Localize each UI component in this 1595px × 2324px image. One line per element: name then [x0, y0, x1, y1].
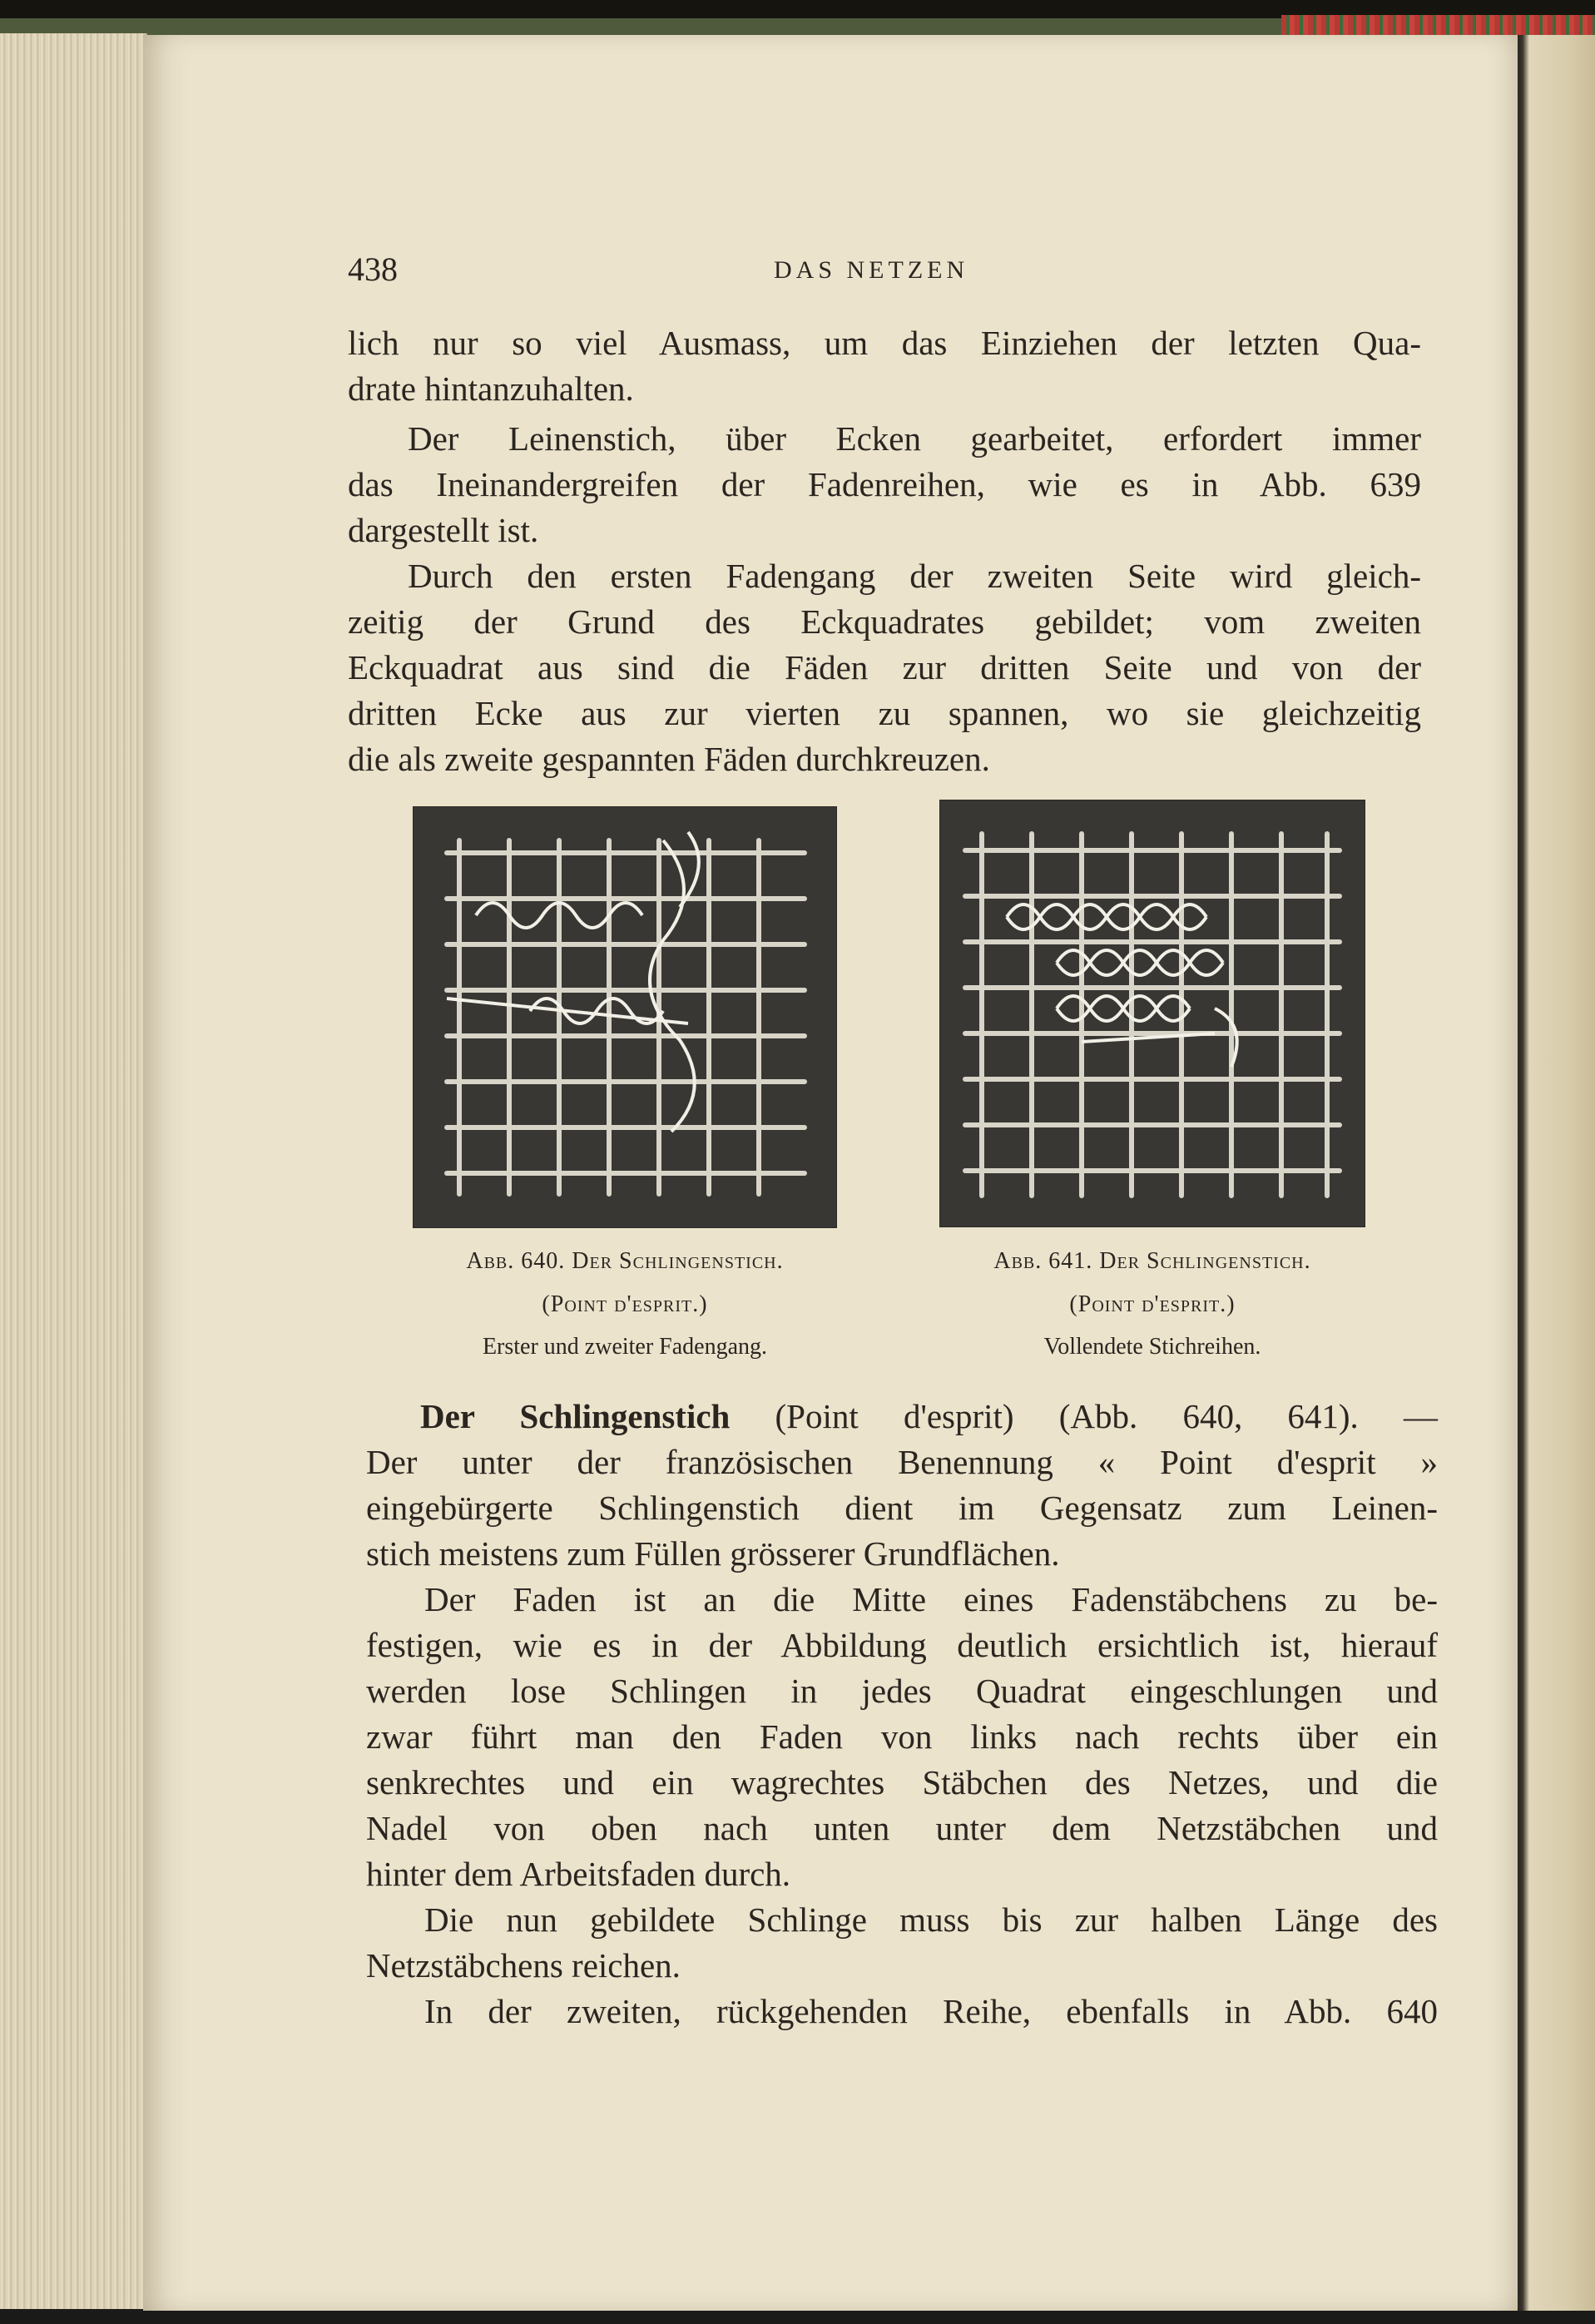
- text-line: drate hintanzuhalten.: [348, 369, 634, 408]
- text-line: Netzstäbchens reichen.: [366, 1946, 681, 1985]
- page-stack-right: [1518, 35, 1595, 2311]
- text-line: das Ineinandergreifen der Fadenreihen, wie es in Abb. 639: [348, 465, 1421, 503]
- section-first-line-rest: (Point d'esprit) (Abb. 640, 641). —: [730, 1397, 1438, 1435]
- figure-641-caption-description: Vollendete Stichreihen.: [1043, 1334, 1261, 1360]
- text-line: werden lose Schlingen in jedes Quadrat eingeschlungen und: [366, 1672, 1438, 1710]
- figure-641-caption-subtitle: (Point d'esprit.): [1069, 1291, 1236, 1317]
- figure-640-caption-subtitle: (Point d'esprit.): [542, 1291, 708, 1317]
- text-line: Die nun gebildete Schlinge muss bis zur halben Länge des: [424, 1900, 1438, 1939]
- text-line: hinter dem Arbeitsfaden durch.: [366, 1855, 791, 1893]
- figure-640-caption-description: Erster und zweiter Fadengang.: [482, 1334, 768, 1360]
- figure-641-caption-title: Abb. 641. Der Schlingenstich.: [993, 1248, 1311, 1274]
- text-line: Der unter der französischen Benennung « Point d'esprit »: [366, 1443, 1438, 1481]
- text-line: In der zweiten, rückgehenden Reihe, ebenfalls in Abb. 640: [424, 1992, 1438, 2030]
- netting-grid-illustration: [414, 807, 836, 1227]
- text-line: dritten Ecke aus zur vierten zu spannen, wo sie gleichzeitig: [348, 694, 1421, 732]
- text-line: Eckquadrat aus sind die Fäden zur dritten Seite und von der: [348, 648, 1421, 686]
- text-line: zwar führt man den Faden von links nach rechts über ein: [366, 1717, 1438, 1756]
- text-line: senkrechtes und ein wagrechtes Stäbchen des Netzes, und die: [366, 1763, 1438, 1801]
- section-first-line: [420, 1394, 1438, 1439]
- text-line: zeitig der Grund des Eckquadrates gebildet; vom zweiten: [348, 602, 1421, 641]
- text-line: eingebürgerte Schlingenstich dient im Gegensatz zum Leinen-: [366, 1489, 1438, 1527]
- text-line: Nadel von oben nach unten unter dem Netzstäbchen und: [366, 1809, 1438, 1847]
- running-head: DAS NETZEN: [774, 256, 969, 284]
- text-line: die als zweite gespannten Fäden durchkreuzen.: [348, 740, 990, 778]
- figure-640-caption-title: Abb. 640. Der Schlingenstich.: [466, 1248, 784, 1274]
- section-term: Der Schlingenstich: [420, 1397, 731, 1435]
- text-line: dargestellt ist.: [348, 511, 539, 549]
- netting-grid-illustration: [940, 800, 1365, 1226]
- figure-641-image: [940, 800, 1365, 1226]
- text-line: stich meistens zum Füllen grösserer Grundflächen.: [366, 1534, 1060, 1573]
- text-line: festigen, wie es in der Abbildung deutlich ersichtlich ist, hierauf: [366, 1626, 1438, 1664]
- page-number: 438: [348, 250, 398, 288]
- figure-640-image: [414, 807, 836, 1227]
- page-stack-left: [0, 33, 147, 2309]
- text-line: lich nur so viel Ausmass, um das Einziehen der letzten Qua-: [348, 324, 1421, 362]
- text-line: Der Faden ist an die Mitte eines Fadenstäbchens zu be-: [424, 1580, 1438, 1618]
- text-line: Der Leinenstich, über Ecken gearbeitet, erfordert immer: [408, 419, 1421, 458]
- text-line: Durch den ersten Fadengang der zweiten Seite wird gleich-: [408, 557, 1421, 595]
